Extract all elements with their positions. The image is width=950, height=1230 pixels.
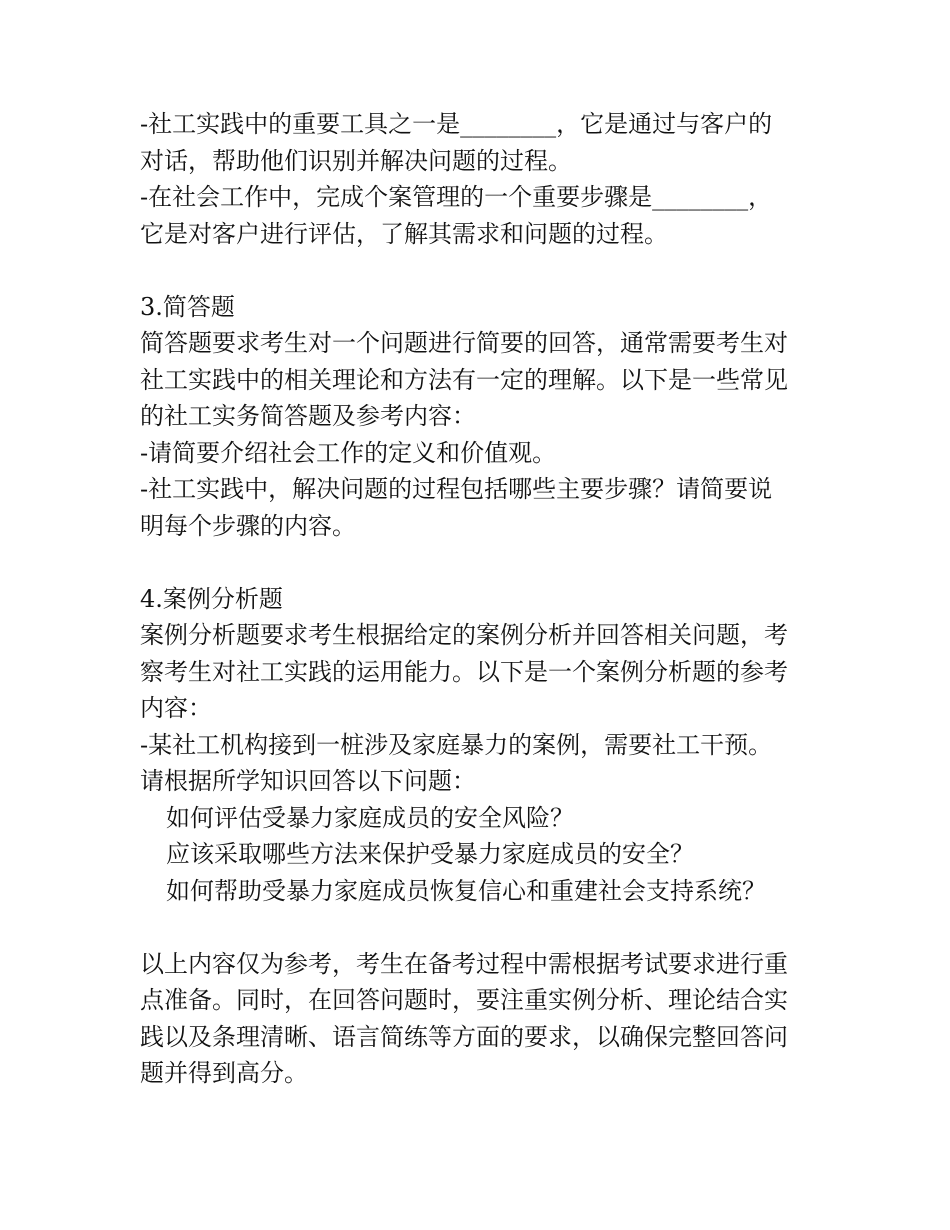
- list-item: -社工实践中，解决问题的过程包括哪些主要步骤？请简要说: [140, 475, 773, 503]
- text-line: 案例分析题要求考生根据给定的案例分析并回答相关问题，考: [140, 621, 788, 649]
- section-case-analysis: [140, 581, 820, 910]
- case-question: 如何帮助受暴力家庭成员恢复信心和重建社会支持系统？: [166, 876, 766, 905]
- text-line: 对话，帮助他们识别并解决问题的过程。: [140, 146, 572, 175]
- text-line: 践以及条理清晰、语言简练等方面的要求，以确保完整回答问: [140, 1022, 788, 1051]
- list-item-continuation: 明每个步骤的内容。: [140, 511, 356, 540]
- case-description: -某社工机构接到一桩涉及家庭暴力的案例，需要社工干预。: [140, 730, 773, 759]
- fill-blank-item-1: [140, 106, 820, 179]
- text-line: 点准备。同时，在回答问题时，要注重实例分析、理论结合实: [140, 986, 788, 1014]
- case-description: 请根据所学知识回答以下问题：: [140, 767, 476, 795]
- text-line: 它是对客户进行评估，了解其需求和问题的过程。: [140, 219, 668, 248]
- case-question: 应该采取哪些方法来保护受暴力家庭成员的安全？: [166, 840, 694, 868]
- section-heading: 4.案例分析题: [140, 584, 283, 613]
- paragraph-gap: [140, 909, 820, 946]
- section-short-answer: [140, 289, 820, 545]
- text-line: 察考生对社工实践的运用能力。以下是一个案例分析题的参考: [140, 657, 788, 686]
- text-line: 的社工实务简答题及参考内容：: [140, 402, 476, 430]
- section-heading: 3.简答题: [140, 292, 235, 321]
- text-line: 内容：: [140, 694, 212, 722]
- text-line: 以上内容仅为参考，考生在备考过程中需根据考试要求进行重: [140, 949, 788, 978]
- text-line: 社工实践中的相关理论和方法有一定的理解。以下是一些常见: [140, 365, 788, 394]
- text-line: 简答题要求考生对一个问题进行简要的回答，通常需要考生对: [140, 329, 788, 357]
- conclusion-paragraph: [140, 946, 820, 1092]
- case-question: 如何评估受暴力家庭成员的安全风险？: [166, 803, 574, 832]
- paragraph-gap: [140, 252, 820, 289]
- text-line: -在社会工作中，完成个案管理的一个重要步骤是________，: [140, 183, 773, 211]
- paragraph-gap: [140, 544, 820, 581]
- fill-blank-item-2: [140, 179, 820, 252]
- text-line: -社工实践中的重要工具之一是________，它是通过与客户的: [140, 110, 773, 138]
- text-line: 题并得到高分。: [140, 1059, 308, 1087]
- document-page: [140, 106, 820, 1092]
- list-item: -请简要介绍社会工作的定义和价值观。: [140, 438, 557, 467]
